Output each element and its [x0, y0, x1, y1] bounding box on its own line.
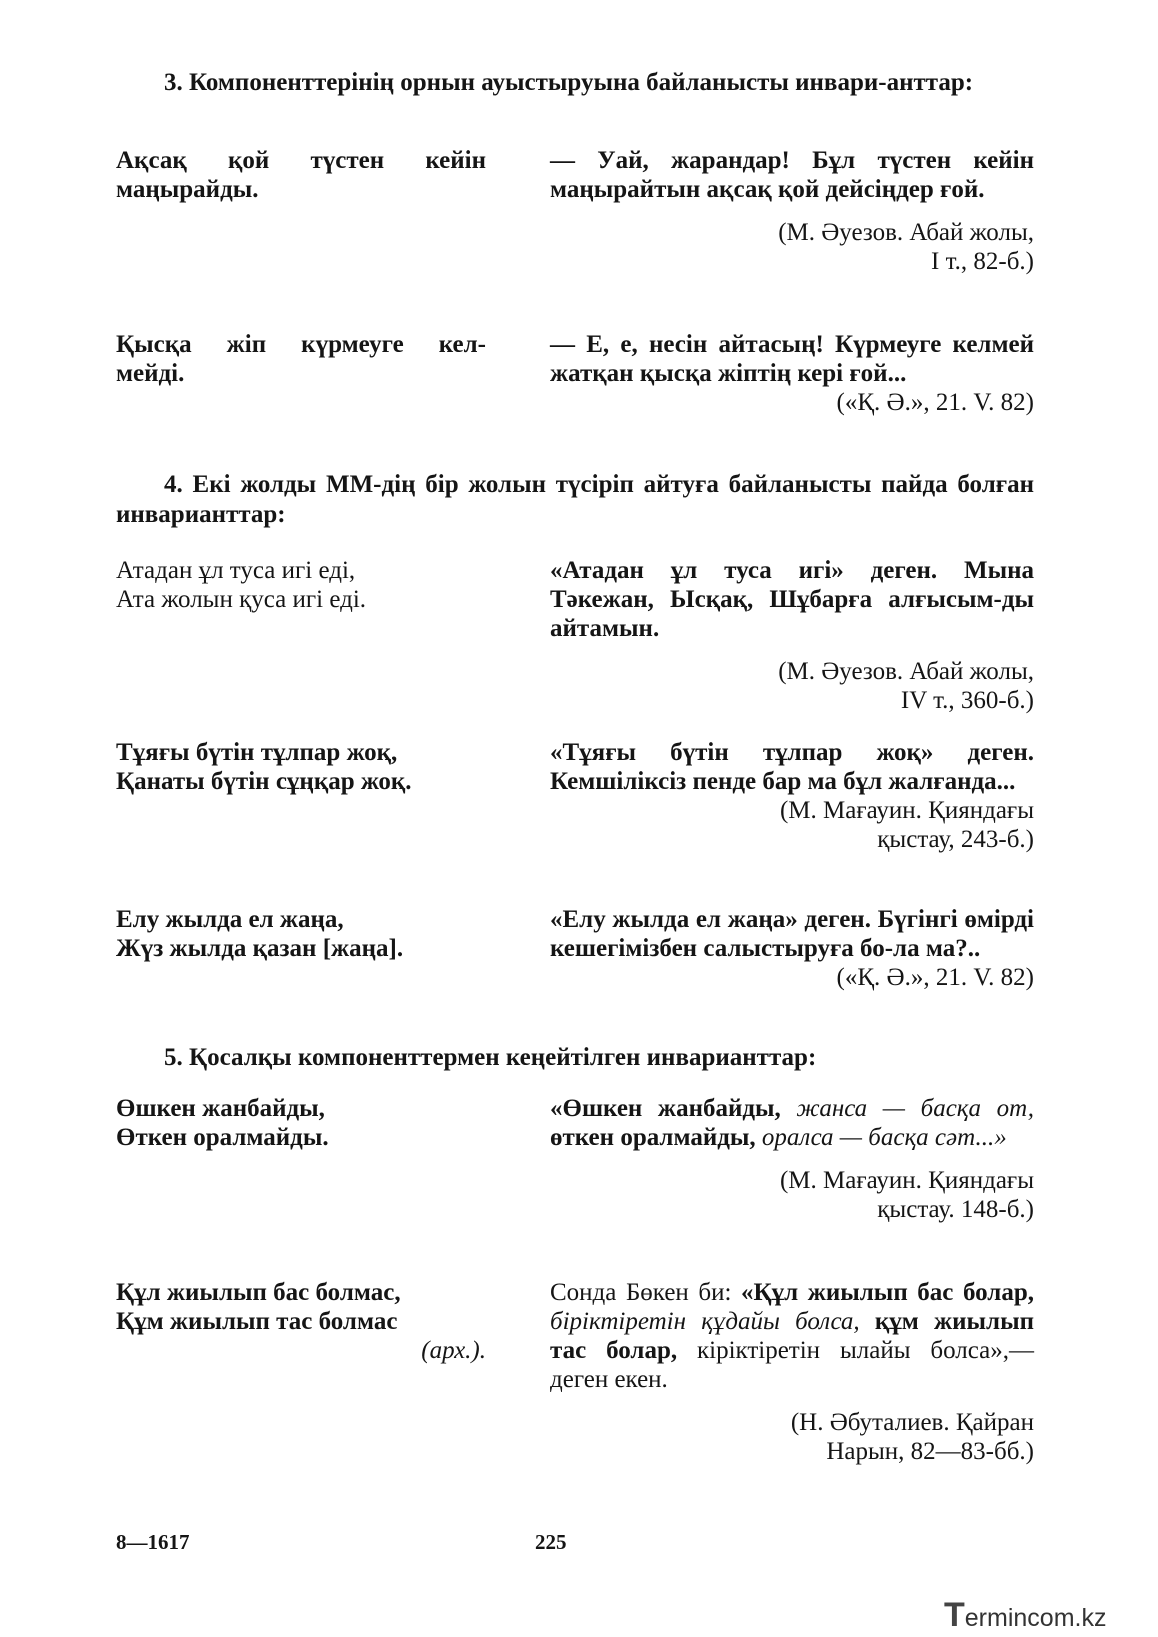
proverb-line: Өшкен жанбайды,: [116, 1095, 325, 1122]
proverb-line: маңырайды.: [116, 176, 259, 203]
section-heading-4: 4. Екі жолды ММ-дің бір жолын түсіріп айтуға байланысты пайда болған инварианттар:: [116, 471, 1034, 528]
proverb-line: Ата жолын қуса игі еді.: [116, 586, 367, 613]
citation-source-line: І т., 82-б.): [931, 248, 1034, 275]
proverb-line: Өткен оралмайды.: [116, 1124, 329, 1151]
quote-segment: өткен оралмайды,: [550, 1124, 762, 1151]
citation-source-line: («Қ. Ә.», 21. V. 82): [836, 389, 1034, 416]
citation-quote: [550, 1278, 1034, 1394]
proverb: [116, 330, 486, 388]
citation: [550, 905, 1034, 992]
citation-quote: «Елу жылда ел жаңа» деген. Бүгінгі өмірді кешегімізбен салыстыруға бо-ла ма?..: [550, 906, 1034, 962]
citation-quote: «Атадан ұл туса игі» деген. Мына Тәкежан, Ысқақ, Шұбарға алғысым-ды айтамын.: [550, 557, 1034, 642]
citation-quote: [550, 1094, 1034, 1152]
watermark-letter: T: [944, 1596, 965, 1634]
citation-source-line: (М. Мағауин. Қияндағы: [779, 797, 1034, 824]
watermark-text: ermincom.kz: [964, 1604, 1107, 1632]
proverb: [116, 1094, 486, 1152]
quote-segment-italic: оралса — басқа сәт...»: [761, 1124, 1007, 1151]
proverb-line: Елу жылда ел жаңа,: [116, 906, 344, 933]
citation-source-line: Нарын, 82—83-бб.): [826, 1438, 1034, 1465]
citation-quote: «Тұяғы бүтін тұлпар жоқ» деген. Кемшіліксіз пенде бар ма бұл жалғанда...: [550, 739, 1034, 795]
quote-segment: құм жиылып тас болар,: [550, 1308, 1035, 1364]
citation-source-line: (М. Мағауин. Қияндағы: [779, 1167, 1034, 1194]
citation: [550, 1094, 1034, 1224]
citation-quote: — Уай, жарандар! Бұл түстен кейін маңырайтын ақсақ қой дейсіңдер ғой.: [550, 147, 1034, 203]
proverb: [116, 738, 486, 796]
citation-source-line: («Қ. Ә.», 21. V. 82): [836, 964, 1034, 991]
citation-quote: — Е, е, несін айтасың! Күрмеуге келмей жатқан қысқа жіптің кері ғой...: [550, 331, 1034, 387]
proverb-line: Тұяғы бүтін тұлпар жоқ,: [116, 739, 398, 766]
quote-segment: «Құл жиылып бас болар,: [741, 1279, 1034, 1306]
citation-source-line: қыстау, 243-б.): [877, 826, 1034, 853]
quote-segment: Сонда Бөкен би:: [550, 1279, 741, 1306]
citation-source-line: (М. Әуезов. Абай жолы,: [778, 219, 1034, 246]
citation: [550, 1278, 1034, 1466]
page-number: 225: [535, 1530, 567, 1554]
citation: [550, 738, 1034, 854]
proverb: [116, 905, 486, 963]
proverb-line: Атадан ұл туса игі еді,: [116, 557, 356, 584]
proverb-line: Құм жиылып тас болмас: [116, 1308, 398, 1335]
citation-source-line: (М. Әуезов. Абай жолы,: [778, 658, 1034, 685]
proverb-line: мейді.: [116, 360, 185, 387]
quote-segment: кіріктіретін ылайы болса»,: [696, 1337, 1009, 1364]
proverb-line: Жүз жылда қазан [жаңа].: [116, 935, 404, 962]
citation-source-line: IV т., 360-б.): [900, 687, 1034, 714]
proverb-line: Ақсақ қой түстен кейін: [116, 147, 486, 174]
printer-signature: 8—1617: [116, 1530, 190, 1554]
quote-segment-italic: жанса — басқа от,: [796, 1095, 1035, 1122]
quote-segment-italic: біріктіретін құдайы болса,: [550, 1308, 860, 1335]
proverb-line: Қанаты бүтін сұңқар жоқ.: [116, 768, 412, 795]
citation-source-line: қыстау. 148-б.): [877, 1196, 1034, 1223]
proverb-line: Қысқа жіп күрмеуге кел-: [116, 331, 486, 358]
citation: [550, 146, 1034, 276]
proverb: [116, 146, 486, 204]
quote-segment: — деген екен.: [550, 1337, 1034, 1393]
proverb-note: (арх.).: [421, 1337, 486, 1364]
citation: [550, 556, 1034, 715]
section-heading-5: 5. Қосалқы компоненттермен кеңейтілген инварианттар:: [164, 1044, 817, 1071]
section-heading-3: 3. Компоненттерінің орнын ауыстыруына байланысты инвари-анттар:: [164, 69, 974, 96]
citation-source-line: (Н. Әбуталиев. Қайран: [790, 1409, 1034, 1436]
proverb-line: Құл жиылып бас болмас,: [116, 1279, 401, 1306]
proverb: [116, 556, 486, 614]
watermark-logo: [944, 1596, 1106, 1635]
proverb: [116, 1278, 486, 1365]
quote-segment: «Өшкен жанбайды,: [550, 1095, 797, 1122]
citation: [550, 330, 1034, 417]
